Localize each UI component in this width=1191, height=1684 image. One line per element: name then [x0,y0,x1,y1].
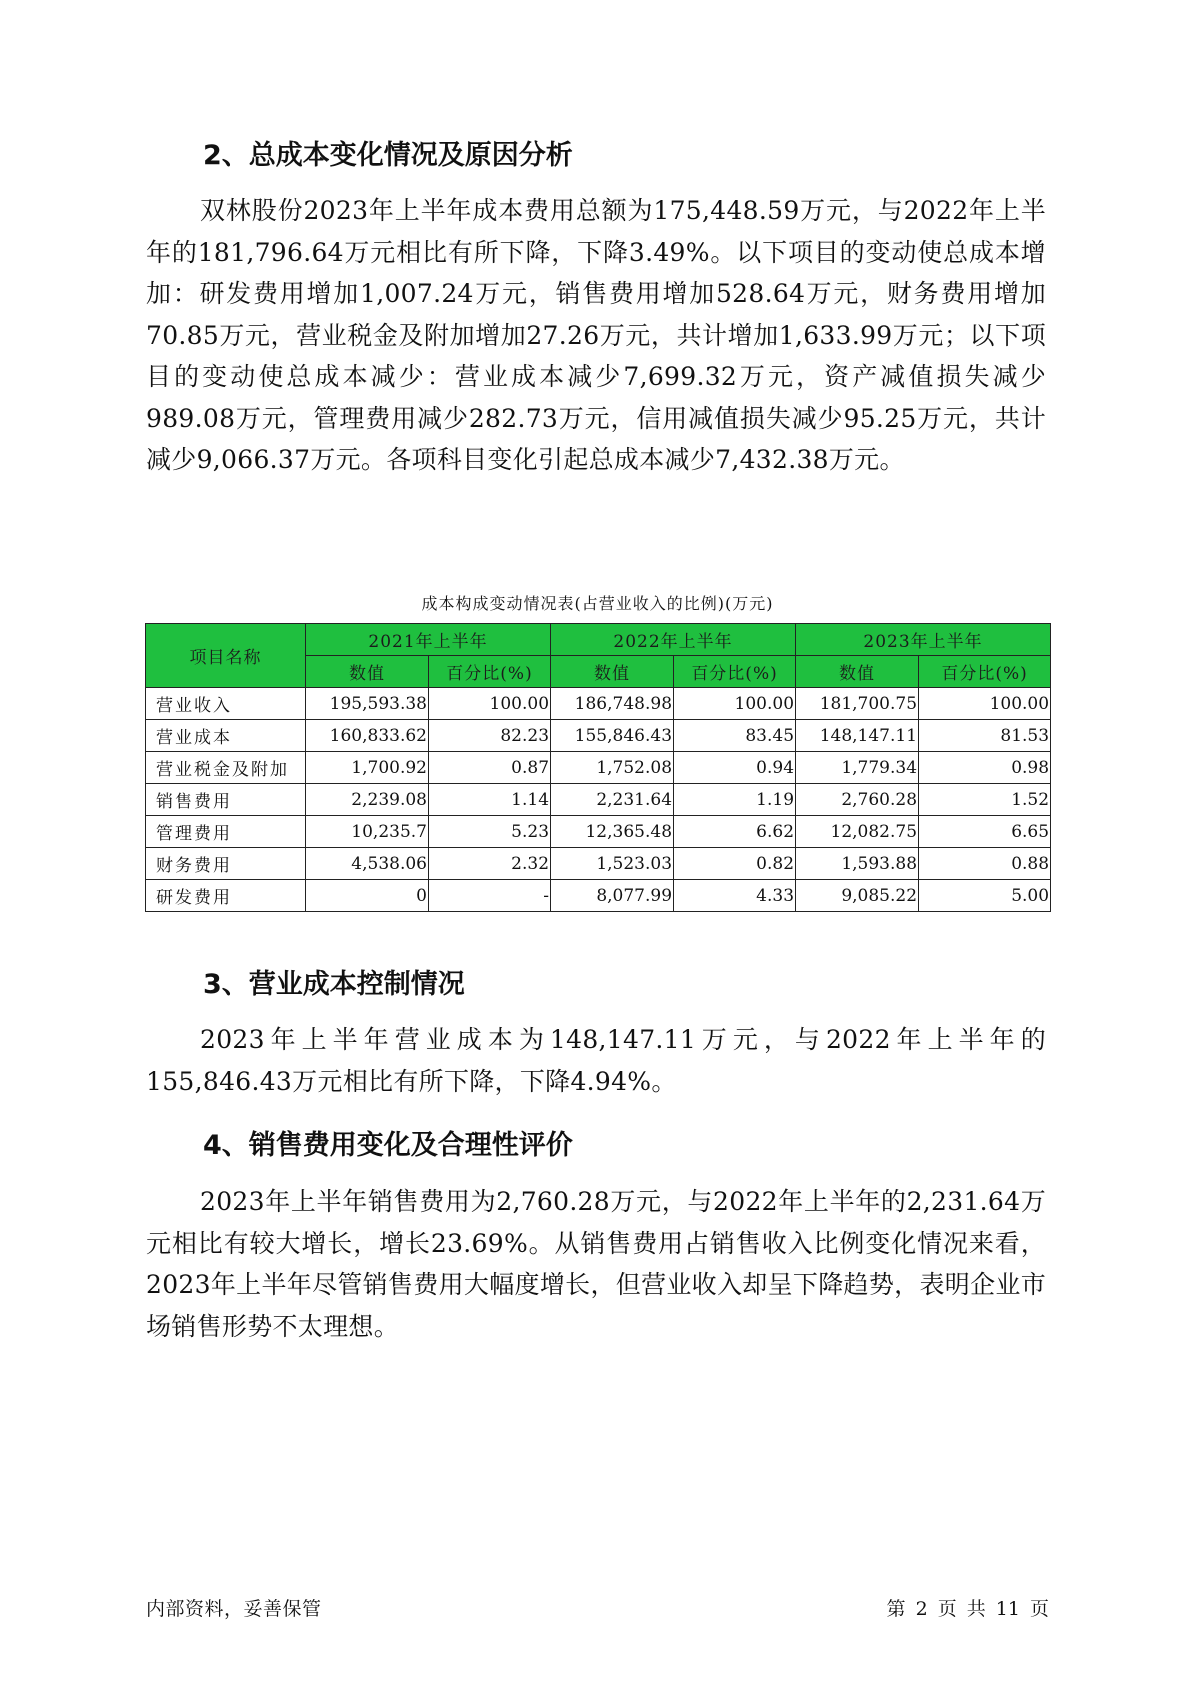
row-item-name: 研发费用 [146,880,306,912]
table-cell: 5.23 [429,816,551,848]
table-cell: 1,593.88 [796,848,919,880]
table-cell: 1.19 [674,784,796,816]
table-cell: 1,779.34 [796,752,919,784]
subheader-value: 数值 [306,656,429,688]
table-cell: 12,365.48 [551,816,674,848]
table-cell: 82.23 [429,720,551,752]
header-period-2021: 2021年上半年 [306,624,551,656]
table-cell: 0.88 [919,848,1051,880]
subheader-percent: 百分比(%) [919,656,1051,688]
table-cell: 2,760.28 [796,784,919,816]
table-header-row [146,624,1051,656]
selling-expense-paragraph: 2023年上半年销售费用为2,760.28万元，与2022年上半年的2,231.64万元相比有较大增长，增长23.69%。从销售费用占销售收入比例变化情况来看，2023年上半年尽管销售费用大幅度增长，但营业收入却呈下降趋势，表明企业市场销售形势不太理想。 [146,1187,1046,1341]
table-cell: 4,538.06 [306,848,429,880]
row-item-name: 营业成本 [146,720,306,752]
table-cell: 155,846.43 [551,720,674,752]
section-heading-selling-expense: 4、销售费用变化及合理性评价 [203,1130,573,1161]
cost-structure-table [145,623,1051,912]
table-row [146,848,1051,880]
table-cell: 2,239.08 [306,784,429,816]
table-cell: 186,748.98 [551,688,674,720]
row-item-name: 营业税金及附加 [146,752,306,784]
header-item-name: 项目名称 [146,624,306,688]
table-cell: 160,833.62 [306,720,429,752]
row-item-name: 营业收入 [146,688,306,720]
table-cell: 83.45 [674,720,796,752]
table-cell: 148,147.11 [796,720,919,752]
section-heading-total-cost: 2、总成本变化情况及原因分析 [203,140,573,171]
table-cell: 2.32 [429,848,551,880]
table-row [146,720,1051,752]
table-row [146,784,1051,816]
table-cell: 100.00 [674,688,796,720]
table-cell: 6.65 [919,816,1051,848]
table-cell: 181,700.75 [796,688,919,720]
table-cell: 12,082.75 [796,816,919,848]
section-heading-operating-cost: 3、营业成本控制情况 [203,969,465,1000]
footer-confidential-note: 内部资料，妥善保管 [146,1598,322,1620]
table-cell: 0.87 [429,752,551,784]
total-cost-paragraph: 双林股份2023年上半年成本费用总额为175,448.59万元，与2022年上半年的181,796.64万元相比有所下降，下降3.49%。以下项目的变动使总成本增加：研发费用增加1,007.24万元，销售费用增加528.64万元，财务费用增加70.85万元，营业税金及附加增加27.26万元，共计增加1,633.99万元；以下项目的变动使总成本减少：营业成本减少7,699.32万元，资产减值损失减少989.08万元，管理费用减少282.73万元，信用减值损失减少95.25万元，共计减少9,066.37万元。各项科目变化引起总成本减少7,432.38万元。 [146,196,1046,474]
table-cell: 9,085.22 [796,880,919,912]
subheader-percent: 百分比(%) [429,656,551,688]
table-cell: 0.94 [674,752,796,784]
subheader-percent: 百分比(%) [674,656,796,688]
subheader-value: 数值 [551,656,674,688]
table-cell: 0 [306,880,429,912]
table-row [146,688,1051,720]
row-item-name: 管理费用 [146,816,306,848]
table-cell: 1,700.92 [306,752,429,784]
table-cell: 5.00 [919,880,1051,912]
table-cell: 0.82 [674,848,796,880]
table-row [146,752,1051,784]
table-row [146,880,1051,912]
table-cell: 4.33 [674,880,796,912]
table-cell: 100.00 [919,688,1051,720]
table-cell: - [429,880,551,912]
table-cell: 0.98 [919,752,1051,784]
row-item-name: 销售费用 [146,784,306,816]
operating-cost-paragraph: 2023年上半年营业成本为148,147.11万元，与2022年上半年的155,846.43万元相比有所下降，下降4.94%。 [146,1025,1046,1096]
row-item-name: 财务费用 [146,848,306,880]
table-cell: 6.62 [674,816,796,848]
footer-page-number: 第 2 页 共 11 页 [886,1598,1049,1620]
table-cell: 2,231.64 [551,784,674,816]
table-cell: 1,523.03 [551,848,674,880]
table-caption: 成本构成变动情况表(占营业收入的比例)(万元) [421,594,774,613]
table-cell: 1.14 [429,784,551,816]
table-row [146,816,1051,848]
table-cell: 195,593.38 [306,688,429,720]
table-cell: 1,752.08 [551,752,674,784]
header-period-2022: 2022年上半年 [551,624,796,656]
table-cell: 100.00 [429,688,551,720]
table-cell: 10,235.7 [306,816,429,848]
table-cell: 8,077.99 [551,880,674,912]
table-cell: 81.53 [919,720,1051,752]
subheader-value: 数值 [796,656,919,688]
header-period-2023: 2023年上半年 [796,624,1051,656]
table-cell: 1.52 [919,784,1051,816]
